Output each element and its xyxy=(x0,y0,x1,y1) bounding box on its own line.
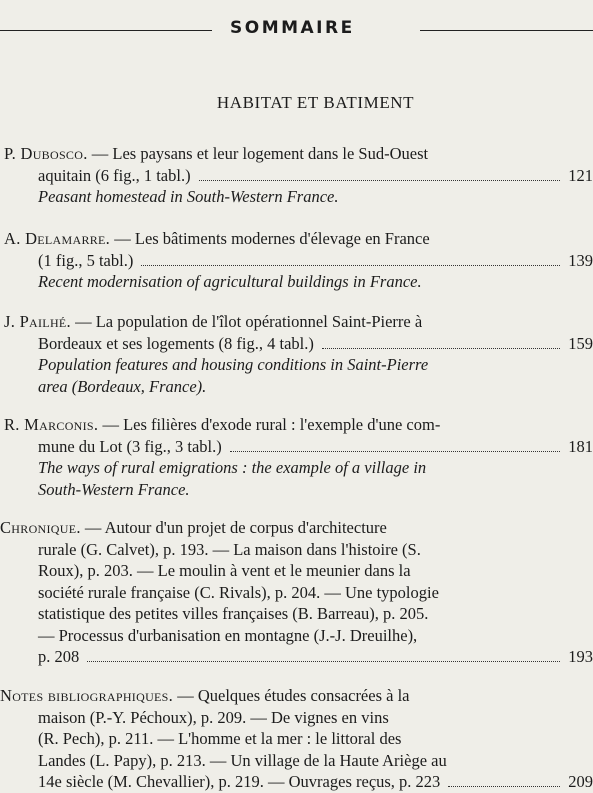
header xyxy=(0,18,593,42)
entry-text: — Quelques études consacrées à la xyxy=(177,686,410,705)
dot-leader xyxy=(448,785,560,787)
entry-text: Landes (L. Papy), p. 213. — Un village de la Haute Ariège au xyxy=(38,750,447,770)
entry-english: Recent modernisation of agricultural buildings in France. xyxy=(38,272,422,291)
dot-leader xyxy=(230,450,560,452)
header-rule-right xyxy=(420,30,593,31)
entry-english: Peasant homestead in South-Western France. xyxy=(38,187,339,206)
entry-text: p. 208 xyxy=(38,647,80,666)
entry-author: A. Delamarre. xyxy=(4,229,111,248)
entry-title-cont: (1 fig., 5 tabl.) xyxy=(38,250,134,270)
entry-author: J. Pailhé. xyxy=(4,312,71,331)
entry-text: — Processus d'urbanisation en montagne (J.-J. Dreuilhe), xyxy=(38,625,418,645)
entry-title: — La population de l'îlot opérationnel Saint-Pierre à xyxy=(75,312,423,331)
dot-leader xyxy=(199,179,561,181)
entry-text: — Autour d'un projet de corpus d'architecture xyxy=(84,518,387,537)
entry-author: Chronique. xyxy=(0,518,81,537)
entry-text: (R. Pech), p. 211. — L'homme et la mer : le littoral des xyxy=(38,729,402,748)
entry-english: The ways of rural emigrations : the example of a village in xyxy=(38,458,427,477)
entry-page: 121 xyxy=(568,165,593,185)
entry-title-cont: aquitain (6 fig., 1 tabl.) xyxy=(38,165,191,185)
toc-entry-chronique xyxy=(0,517,593,668)
entry-author: R. Marconis. xyxy=(4,415,99,434)
entry-text: Roux), p. 203. — Le moulin à vent et le meunier dans la xyxy=(38,561,411,580)
entry-english: South-Western France. xyxy=(38,479,190,499)
entry-text: maison (P.-Y. Péchoux), p. 209. — De vignes en vins xyxy=(38,707,389,727)
dot-leader xyxy=(87,660,560,662)
section-title: HABITAT ET BATIMENT xyxy=(216,93,415,112)
toc-entry xyxy=(0,414,593,500)
entry-title: — Les paysans et leur logement dans le Sud-Ouest xyxy=(91,144,429,163)
page-title: SOMMAIRE xyxy=(230,18,355,38)
entry-author: P. Dubosco. xyxy=(4,144,88,163)
entry-english: area (Bordeaux, France). xyxy=(38,376,207,396)
entry-page: 181 xyxy=(568,436,593,456)
toc-entry xyxy=(0,143,593,208)
entry-title: — Les bâtiments modernes d'élevage en France xyxy=(114,229,430,248)
entry-text: société rurale française (C. Rivals), p. 204. — Une typologie xyxy=(38,582,439,602)
entry-page: 159 xyxy=(568,333,593,353)
entry-english: Population features and housing conditions in Saint-Pierre xyxy=(38,355,429,374)
toc-entry xyxy=(0,311,593,397)
header-rule-left xyxy=(0,30,212,31)
toc-entry-notes xyxy=(0,685,593,793)
entry-text: 14e siècle (M. Chevallier), p. 219. — Ouvrages reçus, p. 223 xyxy=(38,772,441,791)
entry-title-cont: mune du Lot (3 fig., 3 tabl.) xyxy=(38,436,222,456)
dot-leader xyxy=(322,347,560,349)
entry-author: Notes bibliographiques. xyxy=(0,686,174,705)
entry-page: 193 xyxy=(568,647,593,666)
entry-page: 209 xyxy=(568,772,593,791)
toc-entry xyxy=(0,228,593,293)
entry-title: — Les filières d'exode rural : l'exemple d'une com- xyxy=(102,415,441,434)
dot-leader xyxy=(141,264,560,266)
entry-page: 139 xyxy=(568,250,593,270)
entry-text: statistique des petites villes françaises (B. Barreau), p. 205. xyxy=(38,604,429,623)
entry-title-cont: Bordeaux et ses logements (8 fig., 4 tabl.) xyxy=(38,333,314,353)
entry-text: rurale (G. Calvet), p. 193. — La maison dans l'histoire (S. xyxy=(38,539,421,559)
